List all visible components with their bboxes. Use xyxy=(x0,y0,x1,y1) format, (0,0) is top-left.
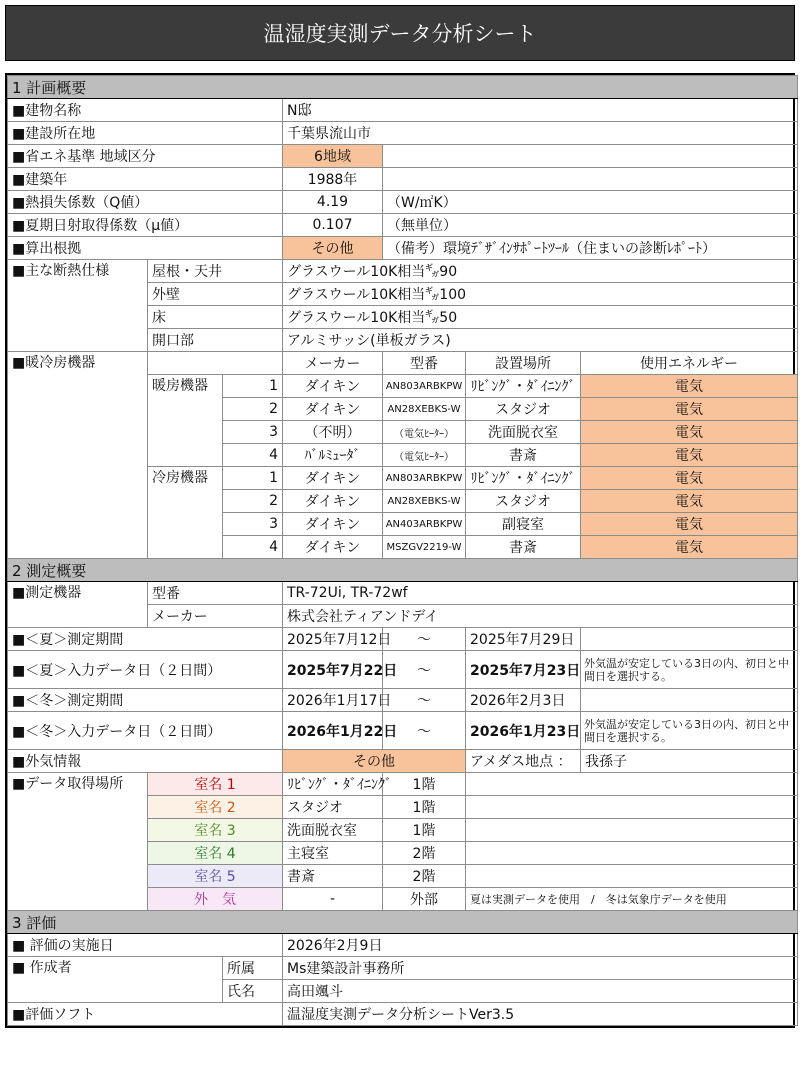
insulation-spec[interactable]: グラスウール10K相当㌐90 xyxy=(283,260,798,283)
heating-model[interactable]: AN28XEBKS-W xyxy=(383,398,466,421)
room-blank xyxy=(466,773,798,796)
cooling-energy[interactable]: 電気 xyxy=(581,513,798,536)
room-name[interactable]: 書斎 xyxy=(283,865,383,888)
room-tag: 室名 5 xyxy=(148,865,283,888)
heating-place[interactable]: スタジオ xyxy=(466,398,581,421)
heating-no: 2 xyxy=(223,398,283,421)
summer-input-note: 外気温が安定している3日の内、初日と中間日を選択する。 xyxy=(581,651,798,689)
summer-period-label: ■＜夏＞測定期間 xyxy=(8,628,283,651)
weather-label: ■外気情報 xyxy=(8,750,283,773)
cooling-no: 1 xyxy=(223,467,283,490)
year-value[interactable]: 1988年 xyxy=(283,168,383,191)
insulation-spec[interactable]: グラスウール10K相当㌐100 xyxy=(283,283,798,306)
section-2-header: 2 測定概要 xyxy=(8,559,798,582)
cooling-model[interactable]: AN28XEBKS-W xyxy=(383,490,466,513)
outside-note: 夏は実測データを使用 / 冬は気象庁データを使用 xyxy=(466,888,798,911)
weather-value[interactable]: その他 xyxy=(283,750,466,773)
cooling-place[interactable]: 書斎 xyxy=(466,536,581,559)
insulation-label: ■主な断熱仕様 xyxy=(8,260,148,352)
heating-maker[interactable]: ダイキン xyxy=(283,375,383,398)
device-model-value[interactable]: TR-72Ui, TR-72wf xyxy=(283,582,798,605)
room-name[interactable]: ﾘﾋﾞﾝｸﾞ・ﾀﾞｲﾆﾝｸﾞ xyxy=(283,773,383,796)
heating-label: 暖房機器 xyxy=(148,375,223,467)
tilde: ～ xyxy=(383,689,466,712)
author-name-value[interactable]: 高田颯斗 xyxy=(283,980,798,1003)
hvac-col-place: 設置場所 xyxy=(466,352,581,375)
zone-value[interactable]: 6地域 xyxy=(283,145,383,168)
room-name[interactable]: 主寝室 xyxy=(283,842,383,865)
mu-unit: （無単位） xyxy=(383,214,798,237)
tilde: ～ xyxy=(383,651,466,689)
section-3-header: 3 評価 xyxy=(8,911,798,934)
year-blank xyxy=(383,168,798,191)
location-label: ■建設所在地 xyxy=(8,122,283,145)
summer-period-start[interactable]: 2025年7月12日 xyxy=(283,628,383,651)
room-floor[interactable]: 2階 xyxy=(383,842,466,865)
room-tag: 室名 1 xyxy=(148,773,283,796)
heating-model[interactable]: AN803ARBKPW xyxy=(383,375,466,398)
location-value[interactable]: 千葉県流山市 xyxy=(283,122,798,145)
hvac-header-blank xyxy=(148,352,283,375)
cooling-label: 冷房機器 xyxy=(148,467,223,559)
insulation-spec[interactable]: アルミサッシ(単板ガラス) xyxy=(283,329,798,352)
building-name-value[interactable]: N邸 xyxy=(283,99,798,122)
winter-period-start[interactable]: 2026年1月17日 xyxy=(283,689,383,712)
cooling-maker[interactable]: ダイキン xyxy=(283,536,383,559)
winter-input-day1[interactable]: 2026年1月22日 xyxy=(283,712,383,750)
cooling-model[interactable]: MSZGV2219-W xyxy=(383,536,466,559)
year-label: ■建築年 xyxy=(8,168,283,191)
winter-input-label: ■＜冬＞入力データ日（２日間） xyxy=(8,712,283,750)
heating-place[interactable]: 洗面脱衣室 xyxy=(466,421,581,444)
summer-input-label: ■＜夏＞入力データ日（２日間） xyxy=(8,651,283,689)
room-floor[interactable]: 2階 xyxy=(383,865,466,888)
room-tag: 室名 3 xyxy=(148,819,283,842)
device-label: ■測定機器 xyxy=(8,582,148,628)
room-blank xyxy=(466,819,798,842)
heating-model[interactable]: （電気ﾋｰﾀｰ） xyxy=(383,444,466,467)
heating-place[interactable]: ﾘﾋﾞﾝｸﾞ・ﾀﾞｲﾆﾝｸﾞ xyxy=(466,375,581,398)
cooling-maker[interactable]: ダイキン xyxy=(283,467,383,490)
mu-value[interactable]: 0.107 xyxy=(283,214,383,237)
winter-input-day2[interactable]: 2026年1月23日 xyxy=(466,712,581,750)
room-blank xyxy=(466,842,798,865)
building-name-label: ■建物名称 xyxy=(8,99,283,122)
heating-place[interactable]: 書斎 xyxy=(466,444,581,467)
insulation-part: 開口部 xyxy=(148,329,283,352)
cooling-maker[interactable]: ダイキン xyxy=(283,513,383,536)
room-floor[interactable]: 1階 xyxy=(383,773,466,796)
heating-energy[interactable]: 電気 xyxy=(581,375,798,398)
cooling-no: 3 xyxy=(223,513,283,536)
amedas-value[interactable]: 我孫子 xyxy=(581,750,798,773)
q-value[interactable]: 4.19 xyxy=(283,191,383,214)
room-tag: 室名 4 xyxy=(148,842,283,865)
tilde: ～ xyxy=(383,628,466,651)
device-maker-value[interactable]: 株式会社ティアンドデイ xyxy=(283,605,798,628)
winter-period-blank xyxy=(581,689,798,712)
basis-note[interactable]: （備考）環境ﾃﾞｻﾞｲﾝｻﾎﾟｰﾄﾂｰﾙ（住まいの診断ﾚﾎﾟｰﾄ） xyxy=(383,237,798,260)
mu-value-label: ■夏期日射取得係数（μ値） xyxy=(8,214,283,237)
cooling-no: 4 xyxy=(223,536,283,559)
cooling-no: 2 xyxy=(223,490,283,513)
heating-energy[interactable]: 電気 xyxy=(581,421,798,444)
rooms-label: ■データ取得場所 xyxy=(8,773,148,911)
device-maker-label: メーカー xyxy=(148,605,283,628)
basis-value[interactable]: その他 xyxy=(283,237,383,260)
author-org-label: 所属 xyxy=(223,957,283,980)
heating-model[interactable]: （電気ﾋｰﾀｰ） xyxy=(383,421,466,444)
hvac-col-maker: メーカー xyxy=(283,352,383,375)
winter-input-note: 外気温が安定している3日の内、初日と中間日を選択する。 xyxy=(581,712,798,750)
hvac-col-model: 型番 xyxy=(383,352,466,375)
device-model-label: 型番 xyxy=(148,582,283,605)
author-label: ■ 作成者 xyxy=(8,957,223,1003)
cooling-place[interactable]: ﾘﾋﾞﾝｸﾞ・ﾀﾞｲﾆﾝｸﾞ xyxy=(466,467,581,490)
heating-maker[interactable]: ﾊﾞﾙﾐｭｰﾀﾞ xyxy=(283,444,383,467)
room-name[interactable]: 洗面脱衣室 xyxy=(283,819,383,842)
cooling-maker[interactable]: ダイキン xyxy=(283,490,383,513)
outside-tag: 外 気 xyxy=(148,888,283,911)
winter-period-end[interactable]: 2026年2月3日 xyxy=(466,689,581,712)
outside-floor: 外部 xyxy=(383,888,466,911)
q-value-label: ■熱損失係数（Q値） xyxy=(8,191,283,214)
heating-energy[interactable]: 電気 xyxy=(581,444,798,467)
author-name-label: 氏名 xyxy=(223,980,283,1003)
heating-maker[interactable]: ダイキン xyxy=(283,398,383,421)
summer-period-blank xyxy=(581,628,798,651)
summer-input-day2[interactable]: 2025年7月23日 xyxy=(466,651,581,689)
cooling-model[interactable]: AN403ARBKPW xyxy=(383,513,466,536)
room-name[interactable]: スタジオ xyxy=(283,796,383,819)
cooling-energy[interactable]: 電気 xyxy=(581,467,798,490)
room-blank xyxy=(466,865,798,888)
insulation-part: 外壁 xyxy=(148,283,283,306)
q-unit: （W/㎡K） xyxy=(383,191,798,214)
cooling-place[interactable]: 副寝室 xyxy=(466,513,581,536)
section-1-header: 1 計画概要 xyxy=(8,76,798,99)
summer-input-day1[interactable]: 2025年7月22日 xyxy=(283,651,383,689)
hvac-col-energy: 使用エネルギー xyxy=(581,352,798,375)
room-blank xyxy=(466,796,798,819)
cooling-model[interactable]: AN803ARBKPW xyxy=(383,467,466,490)
eval-date-label: ■ 評価の実施日 xyxy=(8,934,283,957)
author-org-value[interactable]: Ms建築設計事務所 xyxy=(283,957,798,980)
outside-name: - xyxy=(283,888,383,911)
basis-label: ■算出根拠 xyxy=(8,237,283,260)
analysis-sheet xyxy=(5,73,795,1028)
insulation-spec[interactable]: グラスウール10K相当㌐50 xyxy=(283,306,798,329)
winter-period-label: ■＜冬＞測定期間 xyxy=(8,689,283,712)
amedas-label: アメダス地点 ： xyxy=(466,750,581,773)
cooling-place[interactable]: スタジオ xyxy=(466,490,581,513)
hvac-label: ■暖冷房機器 xyxy=(8,352,148,559)
heating-no: 3 xyxy=(223,421,283,444)
summer-period-end[interactable]: 2025年7月29日 xyxy=(466,628,581,651)
eval-soft-value[interactable]: 温湿度実測データ分析シートVer3.5 xyxy=(283,1003,798,1026)
cooling-energy[interactable]: 電気 xyxy=(581,536,798,559)
eval-date-value[interactable]: 2026年2月9日 xyxy=(283,934,798,957)
room-tag: 室名 2 xyxy=(148,796,283,819)
heating-no: 4 xyxy=(223,444,283,467)
heating-maker[interactable]: （不明） xyxy=(283,421,383,444)
insulation-part: 屋根・天井 xyxy=(148,260,283,283)
room-floor[interactable]: 1階 xyxy=(383,819,466,842)
insulation-part: 床 xyxy=(148,306,283,329)
tilde: ～ xyxy=(383,712,466,750)
sheet-table xyxy=(7,75,798,1026)
zone-blank xyxy=(383,145,798,168)
room-floor[interactable]: 1階 xyxy=(383,796,466,819)
zone-label: ■省エネ基準 地域区分 xyxy=(8,145,283,168)
sheet-title: 温湿度実測データ分析シート xyxy=(5,5,795,61)
cooling-energy[interactable]: 電気 xyxy=(581,490,798,513)
heating-energy[interactable]: 電気 xyxy=(581,398,798,421)
eval-soft-label: ■評価ソフト xyxy=(8,1003,283,1026)
heating-no: 1 xyxy=(223,375,283,398)
